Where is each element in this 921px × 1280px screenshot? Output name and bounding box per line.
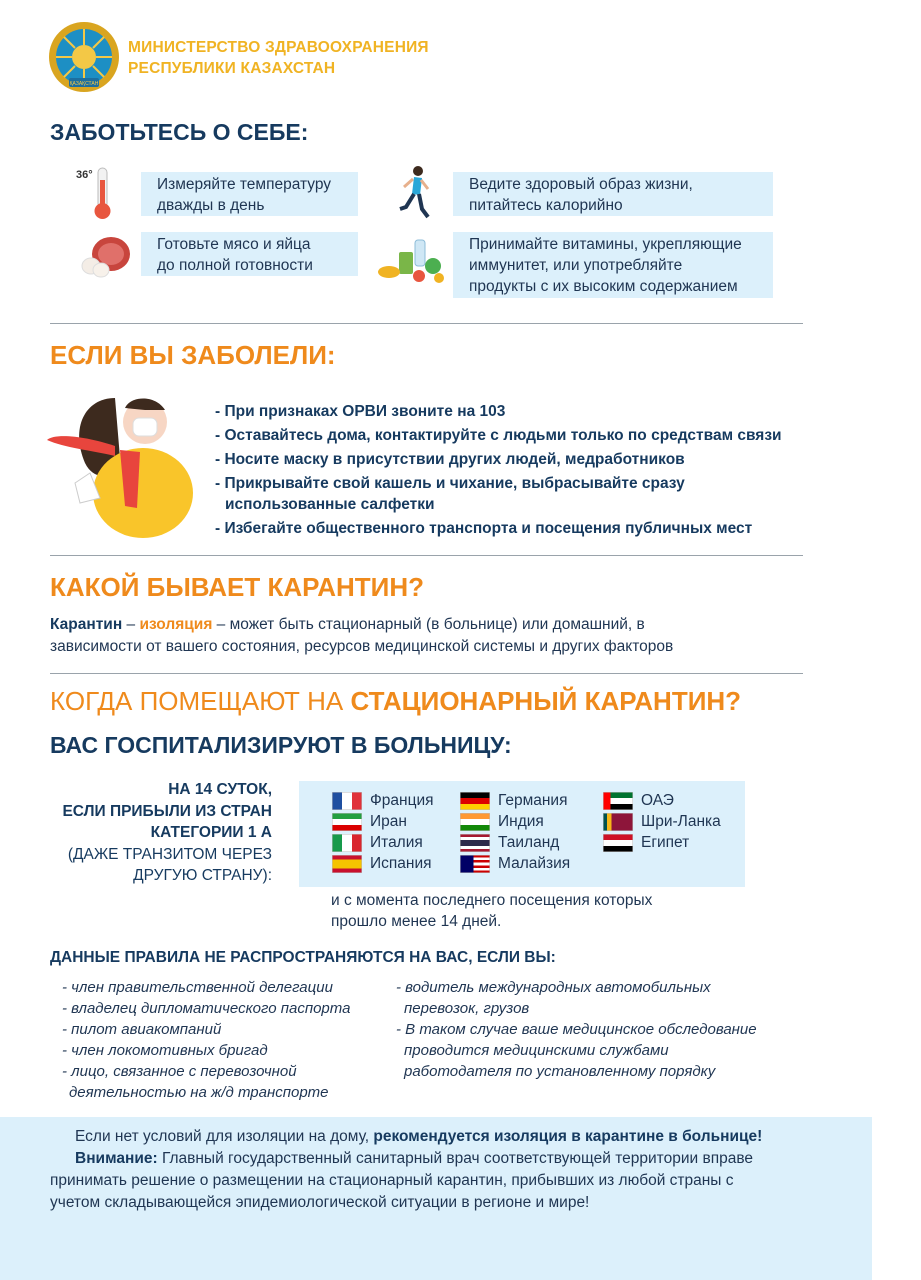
country-label: Индия	[498, 812, 544, 830]
divider	[50, 555, 803, 556]
footer-attention	[50, 1148, 850, 1170]
last-visit-note	[331, 890, 652, 932]
criteria-line4: (ДАЖЕ ТРАНЗИТОМ ЧЕРЕЗ	[67, 845, 272, 863]
exception-item: - лицо, связанное с перевозочной	[62, 1063, 297, 1080]
if-sick-title: ЕСЛИ ВЫ ЗАБОЛЕЛИ:	[50, 340, 336, 370]
criteria-line1: НА 14 СУТОК,	[168, 781, 272, 798]
runner-icon	[394, 165, 434, 223]
attention-label: Внимание:	[75, 1150, 158, 1167]
country-label: ОАЭ	[641, 791, 674, 809]
exceptions-title: ДАННЫЕ ПРАВИЛА НЕ РАСПРОСТРАНЯЮТСЯ НА ВАС, ЕСЛИ ВЫ:	[50, 949, 556, 966]
criteria-line5: ДРУГУЮ СТРАНУ):	[133, 867, 272, 884]
hospitalize-subtitle: ВАС ГОСПИТАЛИЗИРУЮТ В БОЛЬНИЦУ:	[50, 732, 512, 758]
country-iran	[332, 811, 434, 832]
exception-item: - пилот авиакомпаний	[62, 1021, 222, 1038]
tip-temperature-line2: дважды в день	[157, 197, 265, 214]
exceptions-col1	[62, 977, 350, 1103]
tip-vitamins-line3: продукты с их высоким содержанием	[469, 278, 738, 295]
country-uae	[603, 790, 721, 811]
emblem-text: ҚАЗАҚСТАН	[69, 81, 99, 87]
tip-temperature	[141, 172, 358, 216]
footer-line4: учетом складывающейся эпидемиологической ситуации в регионе и мире!	[50, 1194, 590, 1211]
thermometer-icon	[76, 166, 126, 222]
criteria-line2: ЕСЛИ ПРИБЫЛИ ИЗ СТРАН	[62, 802, 272, 820]
sick-item-cover-cough-cont: использованные салфетки	[225, 496, 435, 513]
tip-lifestyle-line2: питайтесь калорийно	[469, 197, 623, 214]
ministry-name-line2: РЕСПУБЛИКИ КАЗАХСТАН	[128, 60, 336, 77]
footer-line1-normal: Если нет условий для изоляции на дому,	[75, 1128, 374, 1145]
exception-item: - владелец дипломатического паспорта	[62, 1000, 351, 1017]
flag-iran-icon	[332, 813, 362, 831]
flag-uae-icon	[603, 792, 633, 810]
tip-cook-meat	[141, 232, 358, 276]
exception-item: - член локомотивных бригад	[62, 1042, 268, 1059]
last-visit-line2: прошло менее 14 дней.	[331, 913, 502, 930]
footer-line1	[50, 1126, 850, 1148]
hospital-criteria	[40, 779, 272, 887]
flag-germany-icon	[460, 792, 490, 810]
quarantine-term: Карантин	[50, 616, 123, 633]
tip-vitamins	[453, 232, 773, 298]
country-label: Малайзия	[498, 854, 571, 872]
tip-cook-line1: Готовьте мясо и яйца	[157, 236, 311, 253]
quarantine-dash: –	[122, 616, 140, 633]
emblem-icon	[47, 20, 121, 94]
country-label: Испания	[370, 854, 432, 872]
country-label: Египет	[641, 833, 690, 851]
tip-cook-line2: до полной готовности	[157, 257, 313, 274]
exception-item: - член правительственной делегации	[62, 979, 333, 996]
ministry-name-line1: МИНИСТЕРСТВО ЗДРАВООХРАНЕНИЯ	[128, 39, 429, 56]
exception-item: работодателя по установленному порядку	[404, 1063, 716, 1080]
tip-temperature-line1: Измеряйте температуру	[157, 176, 332, 193]
hospital-title-bold: СТАЦИОНАРНЫЙ КАРАНТИН?	[350, 686, 742, 716]
quarantine-types-title: КАКОЙ БЫВАЕТ КАРАНТИН?	[50, 572, 424, 602]
exception-item: проводится медицинскими службами	[404, 1042, 669, 1059]
countries-box	[299, 781, 745, 887]
country-label: Германия	[498, 791, 568, 809]
self-care-title: ЗАБОТЬТЕСЬ О СЕБЕ:	[50, 119, 309, 145]
tip-healthy-lifestyle	[453, 172, 773, 216]
country-spain	[332, 853, 434, 874]
sick-item-mask: - Носите маску в присутствии других людей, медработников	[215, 451, 685, 468]
country-label: Франция	[370, 791, 434, 809]
country-thailand	[460, 832, 570, 853]
country-label: Таиланд	[498, 833, 560, 851]
vitamins-food-icon	[377, 236, 449, 286]
sick-woman-illustration	[45, 388, 200, 538]
exceptions-col2	[396, 977, 757, 1082]
ministry-name	[128, 37, 429, 79]
hospital-quarantine-title	[50, 686, 741, 717]
country-egypt	[603, 832, 721, 853]
country-sri-lanka	[603, 811, 721, 832]
flag-india-icon	[460, 813, 490, 831]
sick-item-call: - При признаках ОРВИ звоните на 103	[215, 403, 506, 420]
divider	[50, 673, 803, 674]
meat-eggs-icon	[79, 232, 133, 278]
divider	[50, 323, 803, 324]
quarantine-definition-line1	[50, 614, 673, 636]
exception-item: перевозок, грузов	[404, 1000, 530, 1017]
quarantine-definition-line2: зависимости от вашего состояния, ресурсов медицинской системы и других факторов	[50, 638, 674, 655]
footer-line1-bold: рекомендуется изоляция в карантине в больнице!	[373, 1128, 763, 1145]
last-visit-line1: и с момента последнего посещения которых	[331, 892, 653, 909]
state-emblem	[47, 20, 121, 94]
sick-item-cover-cough: - Прикрывайте свой кашель и чихание, выбрасывайте сразу	[215, 475, 685, 492]
country-malaysia	[460, 853, 570, 874]
hospital-title-light: КОГДА ПОМЕЩАЮТ НА	[50, 686, 351, 716]
exception-item: - В таком случае ваше медицинское обследование	[396, 1021, 757, 1038]
countries-col2	[460, 790, 570, 874]
tip-vitamins-line2: иммунитет, или употребляйте	[469, 257, 683, 274]
country-label: Италия	[370, 833, 423, 851]
country-germany	[460, 790, 570, 811]
countries-col1	[332, 790, 434, 874]
country-label: Шри-Ланка	[641, 812, 721, 830]
sick-item-stay-home: - Оставайтесь дома, контактируйте с людьми только по средствам связи	[215, 427, 782, 444]
thermometer-label: 36°	[76, 169, 93, 181]
flag-sri-lanka-icon	[603, 813, 633, 831]
exception-item: - водитель международных автомобильных	[396, 979, 711, 996]
flag-egypt-icon	[603, 834, 633, 852]
flag-thailand-icon	[460, 834, 490, 852]
sick-item-avoid-transport: - Избегайте общественного транспорта и посещения публичных мест	[215, 520, 753, 537]
footer-line3: принимать решение о размещении на стационарный карантин, прибывших из любой страны с	[50, 1172, 734, 1189]
footer-notice	[0, 1117, 872, 1280]
attention-text: Главный государственный санитарный врач соответствующей территории вправе	[157, 1150, 754, 1167]
country-label: Иран	[370, 812, 407, 830]
flag-malaysia-icon	[460, 855, 490, 873]
countries-col3	[603, 790, 721, 853]
quarantine-definition	[50, 614, 673, 658]
criteria-line3: КАТЕГОРИИ 1 А	[150, 824, 272, 841]
if-sick-list	[215, 401, 782, 542]
tip-vitamins-line1: Принимайте витамины, укрепляющие	[469, 236, 742, 253]
country-india	[460, 811, 570, 832]
flag-spain-icon	[332, 855, 362, 873]
quarantine-definition-rest: – может быть стационарный (в больнице) или домашний, в	[212, 616, 645, 633]
country-italy	[332, 832, 434, 853]
flag-italy-icon	[332, 834, 362, 852]
isolation-term: изоляция	[139, 616, 213, 633]
exception-item: деятельностью на ж/д транспорте	[69, 1084, 329, 1101]
country-france	[332, 790, 434, 811]
tip-lifestyle-line1: Ведите здоровый образ жизни,	[469, 176, 693, 193]
flag-france-icon	[332, 792, 362, 810]
